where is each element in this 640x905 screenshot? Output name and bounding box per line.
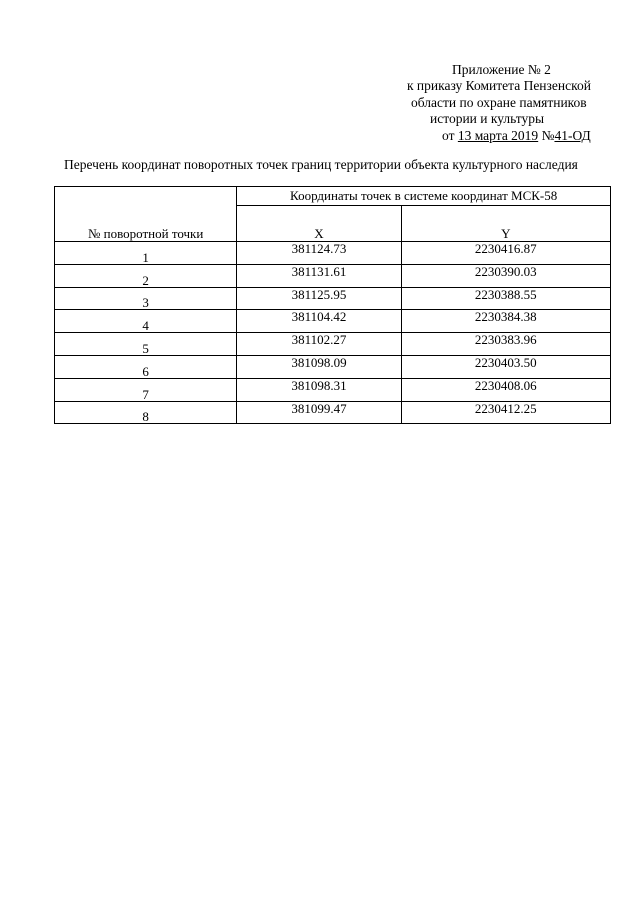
x-value: 381098.31 <box>237 378 401 401</box>
table-row <box>55 264 611 287</box>
date-prefix: от <box>442 127 455 143</box>
x-value: 381124.73 <box>237 242 401 265</box>
appendix-committee-cont: истории и культуры <box>430 111 545 127</box>
appendix-header <box>390 62 610 144</box>
table-row <box>55 401 611 424</box>
point-number: 7 <box>55 378 237 401</box>
coordinates-table <box>54 186 611 424</box>
appendix-committee: области по охране памятников <box>411 94 587 110</box>
appendix-date-line <box>390 128 610 144</box>
table-row <box>55 333 611 356</box>
y-value: 2230412.25 <box>401 401 610 424</box>
y-value: 2230390.03 <box>401 264 610 287</box>
y-value: 2230388.55 <box>401 287 610 310</box>
x-column-header: X <box>237 206 401 242</box>
point-number: 3 <box>55 287 237 310</box>
point-number: 1 <box>55 242 237 265</box>
point-number: 8 <box>55 401 237 424</box>
point-number: 4 <box>55 310 237 333</box>
y-value: 2230383.96 <box>401 333 610 356</box>
x-value: 381099.47 <box>237 401 401 424</box>
table-row <box>55 287 611 310</box>
coordinate-system-header: Координаты точек в системе координат МСК-58 <box>237 187 611 206</box>
order-number: 41-ОД <box>554 127 591 143</box>
table-row <box>55 310 611 333</box>
appendix-title: Приложение № 2 <box>452 62 551 77</box>
table-row <box>55 355 611 378</box>
order-date: 13 марта 2019 <box>457 127 539 143</box>
y-value: 2230416.87 <box>401 242 610 265</box>
appendix-order-ref: к приказу Комитета Пензенской <box>407 78 591 94</box>
x-value: 381102.27 <box>237 333 401 356</box>
y-column-header: Y <box>401 206 610 242</box>
x-value: 381098.09 <box>237 355 401 378</box>
x-value: 381131.61 <box>237 264 401 287</box>
y-value: 2230384.38 <box>401 310 610 333</box>
table-row <box>55 242 611 265</box>
point-number: 6 <box>55 355 237 378</box>
number-sign: № <box>541 127 555 143</box>
y-value: 2230408.06 <box>401 378 610 401</box>
document-heading: Перечень координат поворотных точек границ территории объекта культурного наследия <box>64 157 578 172</box>
table-row <box>55 378 611 401</box>
y-value: 2230403.50 <box>401 355 610 378</box>
x-value: 381104.42 <box>237 310 401 333</box>
point-number: 5 <box>55 333 237 356</box>
x-value: 381125.95 <box>237 287 401 310</box>
point-number: 2 <box>55 264 237 287</box>
point-number-header: № поворотной точки <box>55 187 237 242</box>
